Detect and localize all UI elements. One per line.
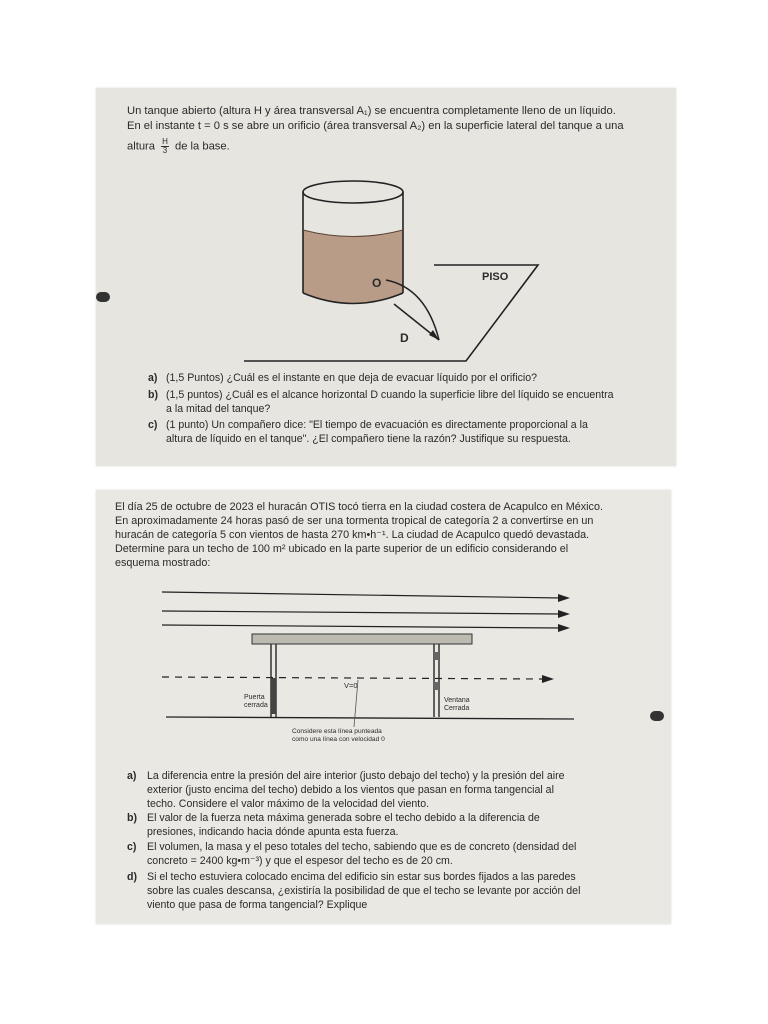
question-letter: b) [148, 389, 158, 401]
intro-line-2: En el instante t = 0 s se abre un orificio (área transversal A₂) en la superficie lateral del tanque a una [127, 120, 624, 132]
question-b-line-1: El valor de la fuerza neta máxima generada sobre el techo debido a la diferencia de [147, 812, 540, 824]
floor-label: PISO [482, 271, 509, 283]
intro-line-2: En aproximadamente 24 horas pasó de ser una tormenta tropical de categoría 2 a convertirse en un [115, 515, 594, 527]
question-c-line-1: (1 punto) Un compañero dice: "El tiempo de evacuación es directamente proporcional a la [166, 419, 588, 431]
door-label-2: cerrada [244, 702, 268, 709]
question-c-line-2: altura de líquido en el tanque". ¿El compañero tiene la razón? Justifique su respuesta. [166, 433, 571, 445]
note-line-1: Considere esta línea punteada [292, 728, 382, 735]
question-a-line-3: techo. Considere el valor máximo de la velocidad del viento. [147, 798, 430, 810]
fraction-numerator: H [162, 137, 168, 146]
zero-velocity-line [162, 677, 542, 679]
orifice-label: O [372, 276, 382, 290]
binder-hole [650, 711, 664, 721]
closed-window-top [434, 652, 439, 660]
question-b-line-2: presiones, indicando hacia dónde apunta esta fuerza. [147, 826, 399, 838]
closed-door [271, 678, 276, 714]
wind-line-2 [162, 611, 562, 614]
closed-window-bottom [434, 682, 439, 690]
question-b-line-2: a la mitad del tanque? [166, 403, 271, 415]
fraction-denominator: 3 [162, 146, 168, 155]
question-a-line-1: (1,5 Puntos) ¿Cuál es el instante en que deja de evacuar líquido por el orificio? [166, 372, 538, 384]
question-c-line-2: concreto = 2400 kg•m⁻³) y que el espesor del techo es de 20 cm. [147, 855, 453, 867]
question-c-line-1: El volumen, la masa y el peso totales del techo, sabiendo que es de concreto (densidad del [147, 841, 577, 853]
note-line-2: como una línea con velocidad 0 [292, 736, 385, 743]
wind-arrowhead-1 [558, 594, 570, 602]
wind-line-1 [162, 592, 562, 598]
question-b-line-1: (1,5 puntos) ¿Cuál es el alcance horizontal D cuando la superficie libre del líquido se encuentra [166, 389, 614, 401]
window-label-1: Ventana [444, 697, 470, 704]
question-a-line-1: La diferencia entre la presión del aire interior (justo debajo del techo) y la presión del aire [147, 770, 565, 782]
question-d-line-1: Si el techo estuviera colocado encima del edificio sin estar sus bordes fijados a las paredes [147, 871, 576, 883]
roof-slab [252, 634, 472, 644]
window-label-2: Cerrada [444, 705, 470, 712]
wind-arrowhead-3 [558, 624, 570, 632]
question-a-line-2: exterior (justo encima del techo) debido a los vientos que pasan en forma tangencial al [147, 784, 554, 796]
question-letter: a) [127, 770, 137, 782]
intro-altura: altura [127, 140, 155, 153]
wind-line-3 [162, 625, 562, 628]
question-letter: a) [148, 372, 158, 384]
problem-sheet-tank [96, 88, 676, 466]
tank-top-rim [303, 181, 403, 203]
ground-line [166, 717, 574, 719]
intro-de-la-base: de la base. [175, 140, 230, 153]
intro-line-1: El día 25 de octubre de 2023 el huracán OTIS tocó tierra en la ciudad costera de Acapulco en México. [115, 501, 603, 513]
zero-velocity-arrowhead [542, 675, 554, 683]
question-d-line-2: sobre las cuales descansa, ¿existiría la posibilidad de que el techo se levante por acción del [147, 885, 581, 897]
intro-line-5: esquema mostrado: [115, 557, 211, 569]
intro-line-3: huracán de categoría 5 con vientos de hasta 270 km•h⁻¹. La ciudad de Acapulco quedó devastada. [115, 529, 590, 541]
wind-arrowhead-2 [558, 610, 570, 618]
question-letter: d) [127, 871, 137, 883]
tank-liquid [303, 230, 403, 304]
problem-sheet-hurricane [96, 490, 671, 924]
intro-line-1: Un tanque abierto (altura H y área transversal A₁) se encuentra completamente lleno de un líquido. [127, 105, 616, 117]
reach-label: D [400, 331, 409, 345]
v0-label: V=0 [344, 681, 358, 690]
door-label-1: Puerta [244, 694, 265, 701]
intro-line-4: Determine para un techo de 100 m² ubicado en la parte superior de un edificio considerando el [115, 543, 569, 555]
question-letter: c) [148, 419, 158, 431]
question-letter: b) [127, 812, 137, 824]
question-d-line-3: viento que pasa de forma tangencial? Explique [147, 899, 368, 911]
binder-hole [96, 292, 110, 302]
question-letter: c) [127, 841, 137, 853]
